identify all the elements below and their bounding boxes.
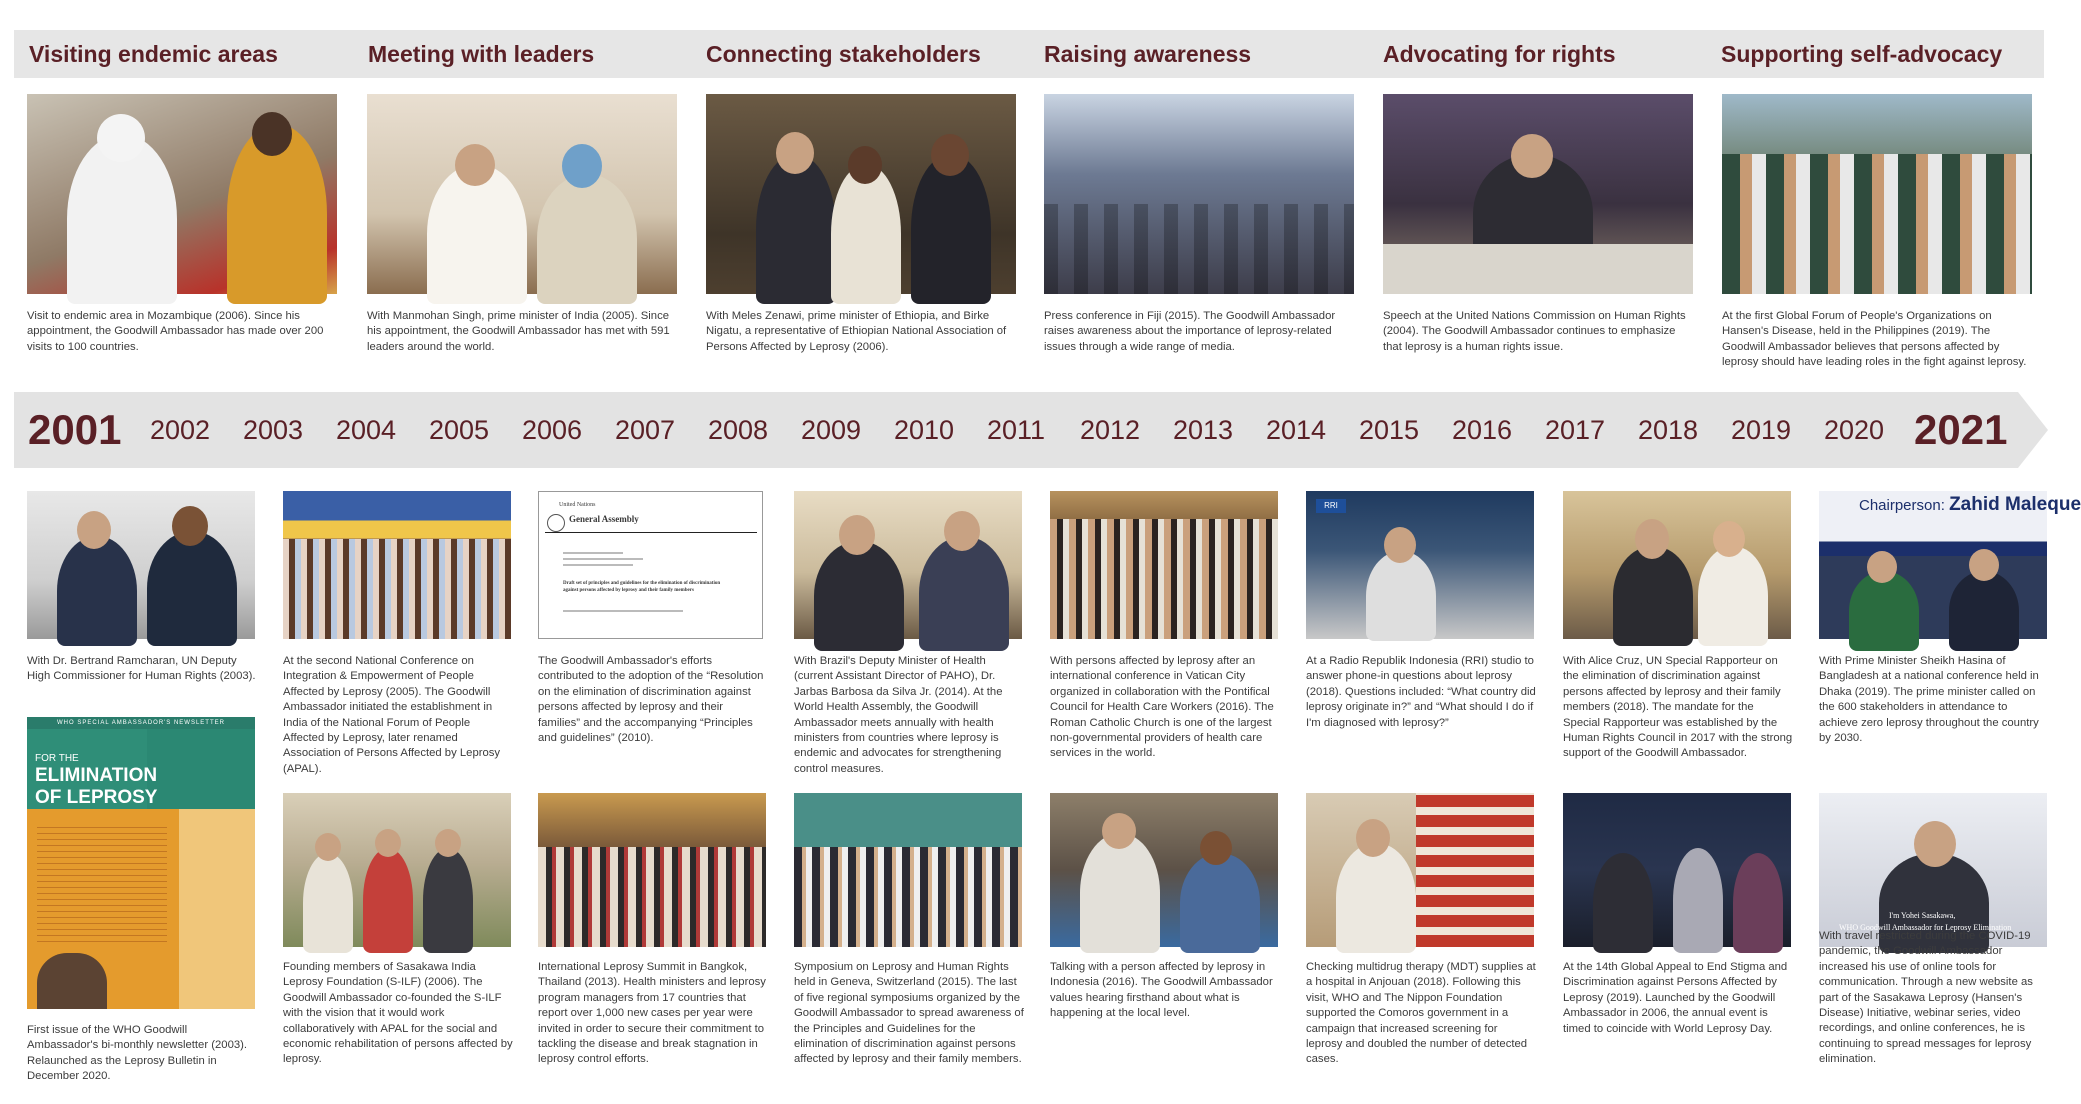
year-label: 2002 [150,415,211,445]
category-caption: At the first Global Forum of People's Organizations on Hansen's Disease, held in the Philippines (2019). The Goodwill Ambassador believes that persons affected by leprosy should have leading roles in the fight against leprosy. [1722,310,2027,369]
photo-mdt-supplies-2018 [1306,793,1534,947]
event-caption: With Brazil's Deputy Minister of Health (current Assistant Director of PAHO), Dr. Jarbas Barbosa da Silva Jr. (2014). At the World Health Assembly, the Goodwill Ambassador meets annually with health ministers from countries where leprosy is endemic and advocates for strengthening control measures. [794,655,1003,775]
banner-chair-label: Chairperson: [1859,497,1945,514]
category-caption: With Meles Zenawi, prime minister of Ethiopia, and Birke Nigatu, a representative of Ethiopian National Association of Persons Affected by Leprosy (2006). [706,310,1007,353]
year-label: 2012 [1080,415,1141,445]
year-label: 2006 [522,415,583,445]
year-label: 2010 [894,415,955,445]
photo-india-conference-2005 [283,491,511,639]
category-title: Advocating for rights [1383,41,1616,67]
year-label: 2011 [987,415,1046,445]
event-caption: The Goodwill Ambassador's efforts contributed to the adoption of the “Resolution on the elimination of discrimination against persons affected by leprosy and their families” and the accompanying “Principles and guidelines” (2010). [538,655,764,745]
event-caption: With Alice Cruz, UN Special Rapporteur on the elimination of discrimination against persons affected by leprosy and their family members (2018). The mandate for the Special Rapporteur was established by the Human Rights Council in 2017 with the strong support of the Goodwill Ambassador. [1563,655,1793,760]
category-caption: Speech at the United Nations Commission on Human Rights (2004). The Goodwill Ambassador continues to emphasize that leprosy is a human rights issue. [1383,310,1686,353]
video-caption-name: I'm Yohei Sasakawa, [1889,911,1956,920]
event-caption: With travel restricted during the COVID-19 pandemic, the Goodwill Ambassador increased his use of online tools for communication. Through a new website as part of the Sasakawa Leprosy (Hansen's Disease) Initiative, webinar series, video recordings, and online conferences, he is continuing to spread messages for leprosy elimination. [1819,930,2033,1066]
event-caption: Symposium on Leprosy and Human Rights held in Geneva, Switzerland (2015). The last of five regional symposiums organized by the Goodwill Ambassador to spread awareness of the Principles and Guidelines for the elimination of discrimination against persons affected by leprosy and their family members. [794,961,1024,1066]
photo-brazil-minister-2014 [794,491,1022,639]
photo-bangkok-summit-2013 [538,793,766,947]
year-label: 2016 [1452,415,1513,445]
photo-un-resolution-document [538,491,763,639]
newsletter-header: WHO SPECIAL AMBASSADOR'S NEWSLETTER [27,717,255,729]
event-caption: First issue of the WHO Goodwill Ambassador's bi-monthly newsletter (2003). Relaunched as the Leprosy Bulletin in December 2020. [27,1024,248,1083]
event-caption: With Dr. Bertrand Ramcharan, UN Deputy High Commissioner for Human Rights (2003). [27,655,256,683]
photo-global-forum-philippines [1722,94,2032,294]
year-label: 2015 [1359,415,1420,445]
doc-title: Draft set of principles and guidelines for the elimination of discrimination against persons affected by leprosy and their family members [563,581,721,593]
event-caption: Checking multidrug therapy (MDT) supplies at a hospital in Anjouan (2018). Following this visit, WHO and The Nippon Foundation supported the Comoros government in a campaign that increased screening for leprosy and doubled the number of detected cases. [1306,961,1536,1066]
year-label: 2014 [1266,415,1327,445]
year-label: 2001 [28,406,122,453]
event-caption: With persons affected by leprosy after an international conference in Vatican City organized in collaboration with the Pontifical Council for Health Care Workers (2016). The Roman Catholic Church is one of the largest non-governmental providers of health care services in the world. [1050,655,1274,760]
event-caption: Founding members of Sasakawa India Leprosy Foundation (S-ILF) (2006). The Goodwill Ambassador co-founded the S-ILF with the vision that it would work collaboratively with APAL for the social and economic rehabilitation of persons affected by leprosy. [283,961,513,1066]
photo-ethiopia-stakeholders [706,94,1016,294]
photo-vatican-group-2016 [1050,491,1278,639]
newsletter-title-line2: ELIMINATION [35,765,158,786]
category-title: Supporting self-advocacy [1721,41,2003,67]
year-label: 2021 [1914,406,2008,453]
year-label: 2005 [429,415,490,445]
photo-silf-founders-2006 [283,793,511,947]
event-caption: International Leprosy Summit in Bangkok, Thailand (2013). Health ministers and leprosy program managers from 17 countries that report over 1,000 new cases per year were invited in order to secure their commitment to tackling the disease and break stagnation in leprosy control efforts. [538,961,766,1066]
event-caption: At the 14th Global Appeal to End Stigma and Discrimination against Persons Affected by Leprosy (2019). Launched by the Goodwill Ambassador in 2006, the annual event is timed to coincide with World Leprosy Day. [1563,961,1788,1035]
category-title: Connecting stakeholders [706,41,981,67]
photo-global-appeal-2019 [1563,793,1791,947]
year-label: 2019 [1731,415,1792,445]
category-band [14,30,2044,78]
photo-un-commission-speech [1383,94,1693,294]
photo-geneva-symposium-2015 [794,793,1022,947]
photo-indonesia-visit-2016 [1050,793,1278,947]
video-caption-title: WHO Goodwill Ambassador for Leprosy Elimination [1839,923,2012,932]
timeline-bar [14,392,2018,468]
category-title: Raising awareness [1044,41,1252,67]
newsletter-title-line1: FOR THE [35,753,79,764]
event-caption: Talking with a person affected by leprosy in Indonesia (2016). The Goodwill Ambassador values hearing firsthand about what is happening at the local level. [1050,961,1273,1020]
year-label: 2017 [1545,415,1606,445]
photo-video-message-2020 [1819,793,2047,947]
year-label: 2020 [1824,415,1885,445]
year-label: 2009 [801,415,862,445]
photo-mozambique-visit [27,94,337,294]
photo-dhaka-conference-2019 [1819,491,2081,639]
photo-alice-cruz-2018 [1563,491,1791,639]
category-title: Visiting endemic areas [29,41,278,67]
event-caption: At the second National Conference on Integration & Empowerment of People Affected by Leprosy (2005). The Goodwill Ambassador initiated the establishment in India of the National Forum of People Affected by Leprosy, later renamed Association of Persons Affected by Leprosy (APAL). [283,655,501,775]
year-label: 2008 [708,415,769,445]
newsletter-title-line3: OF LEPROSY [35,787,158,808]
photo-rri-radio-studio-2018: RRI [1306,491,1534,639]
photo-fiji-press-conference [1044,94,1354,294]
event-caption: With Prime Minister Sheikh Hasina of Bangladesh at a national conference held in Dhaka (2019). The prime minister called on the 600 stakeholders in attendance to achieve zero leprosy throughout the country by 2030. [1819,655,2039,745]
category-caption: With Manmohan Singh, prime minister of India (2005). Since his appointment, the Goodwill Ambassador has met with 591 leaders around the world. [367,310,670,353]
category-caption: Press conference in Fiji (2015). The Goodwill Ambassador raises awareness about the importance of leprosy-related issues through a wide range of media. [1044,310,1336,353]
doc-org: United Nations [559,502,596,508]
year-label: 2007 [615,415,676,445]
year-label: 2004 [336,415,397,445]
banner-chair-name: Zahid Maleque [1949,494,2081,515]
year-label: 2013 [1173,415,1234,445]
year-label: 2003 [243,415,304,445]
photo-newsletter-cover [27,717,255,1009]
photo-india-pm-meeting [367,94,677,294]
photo-ramcharan-2003 [27,491,255,639]
doc-body: General Assembly [569,514,639,524]
timeline-arrow [2018,392,2048,468]
category-title: Meeting with leaders [368,41,595,67]
event-caption: At a Radio Republik Indonesia (RRI) studio to answer phone-in questions about leprosy (2018). Questions included: “What country did leprosy originate in?” and “What should I do if I'm diagnosed with leprosy?” [1306,655,1536,729]
year-label: 2018 [1638,415,1699,445]
category-caption: Visit to endemic area in Mozambique (2006). Since his appointment, the Goodwill Ambassador has made over 200 visits to 100 countries. [27,310,324,353]
